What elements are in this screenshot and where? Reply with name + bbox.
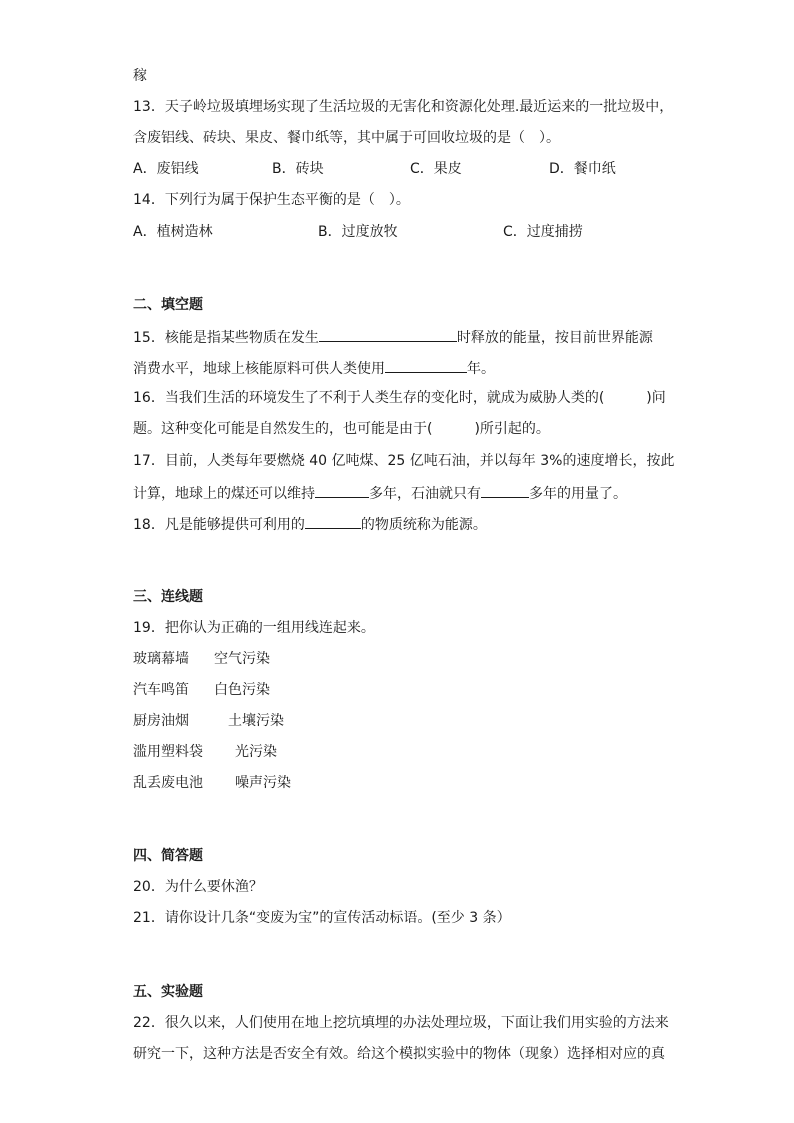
q13-line1: 13．天子岭垃圾填埋场实现了生活垃圾的无害化和资源化处理.最近运来的一批垃圾中， bbox=[133, 99, 674, 115]
section-4-heading: 四、简答题 bbox=[133, 848, 203, 864]
q18-blank bbox=[305, 513, 361, 529]
q19-right-item: 空气污染 bbox=[214, 651, 270, 667]
q22-line1: 22．很久以来，人们使用在地上挖坑填埋的办法处理垃圾，下面让我们用实验的方法来 bbox=[133, 1015, 669, 1031]
q16-text-a: 16．当我们生活的环境发生了不利于人类生存的变化时，就成为威胁人类的( bbox=[133, 390, 605, 406]
q16-line2 bbox=[133, 419, 550, 439]
q16-line1 bbox=[133, 388, 666, 408]
q18-line bbox=[133, 513, 487, 535]
q16-text-b: )问 bbox=[646, 390, 666, 406]
q12-tail: 稼 bbox=[133, 68, 147, 84]
q18-text-a: 18．凡是能够提供可利用的 bbox=[133, 517, 305, 533]
q15-line2 bbox=[133, 357, 495, 379]
section-2-heading: 二、填空题 bbox=[133, 297, 203, 313]
q14-option-b: B．过度放牧 bbox=[318, 224, 398, 240]
q14-option-a: A．植树造林 bbox=[133, 224, 213, 240]
q15-blank-2 bbox=[385, 357, 467, 373]
q18-text-b: 的物质统称为能源。 bbox=[360, 517, 487, 533]
section-3-heading: 三、连线题 bbox=[133, 589, 203, 605]
q19-right-item: 白色污染 bbox=[214, 682, 270, 698]
q13-option-d: D．餐巾纸 bbox=[549, 161, 616, 177]
q19-right-item: 噪声污染 bbox=[235, 775, 291, 791]
q19-right-item: 土壤污染 bbox=[228, 713, 284, 729]
q22-line2: 研究一下，这种方法是否安全有效。给这个模拟实验中的物体（现象）选择相对应的真 bbox=[133, 1046, 665, 1062]
q17-text-b: 多年，石油就只有 bbox=[369, 486, 481, 502]
q19-left-item: 滥用塑料袋 bbox=[133, 744, 203, 760]
q19-left-item: 玻璃幕墙 bbox=[133, 651, 189, 667]
q21: 21．请你设计几条“变废为宝”的宣传活动标语。(至少 3 条） bbox=[133, 910, 511, 926]
q15-text-a: 15．核能是指某些物质在发生 bbox=[133, 330, 319, 346]
q17-line1: 17．目前，人类每年要燃烧 40 亿吨煤、25 亿吨石油，并以每年 3%的速度增长，按此 bbox=[133, 453, 675, 469]
q13-option-b: B．砖块 bbox=[272, 161, 324, 177]
q17-text-c: 多年的用量了。 bbox=[529, 486, 627, 502]
q15-text-d: 年。 bbox=[467, 361, 495, 377]
q16-text-c: 题。这种变化可能是自然发生的，也可能是由于( bbox=[133, 421, 433, 437]
q17-blank-1 bbox=[315, 482, 369, 498]
q17-text-a: 计算，地球上的煤还可以维持 bbox=[133, 486, 315, 502]
section-5-heading: 五、实验题 bbox=[133, 984, 203, 1000]
q19-left-item: 厨房油烟 bbox=[133, 713, 189, 729]
q15-line1 bbox=[133, 326, 653, 348]
q15-blank-1 bbox=[319, 326, 457, 342]
q15-text-b: 时释放的能量，按目前世界能源 bbox=[456, 330, 653, 346]
q15-text-c: 消费水平，地球上核能原料可供人类使用 bbox=[133, 361, 385, 377]
q17-blank-2 bbox=[481, 482, 529, 498]
q19-left-item: 乱丢废电池 bbox=[133, 775, 203, 791]
q19-prompt: 19．把你认为正确的一组用线连起来。 bbox=[133, 620, 375, 636]
q16-text-d: )所引起的。 bbox=[474, 421, 550, 437]
q17-line2 bbox=[133, 482, 627, 504]
q20: 20．为什么要休渔？ bbox=[133, 879, 263, 895]
q13-option-a: A．废铝线 bbox=[133, 161, 199, 177]
q19-left-item: 汽车鸣笛 bbox=[133, 682, 189, 698]
q14-line1: 14．下列行为属于保护生态平衡的是（ ）。 bbox=[133, 192, 410, 208]
q14-option-c: C．过度捕捞 bbox=[503, 224, 583, 240]
q13-option-c: C．果皮 bbox=[410, 161, 462, 177]
q19-right-item: 光污染 bbox=[235, 744, 277, 760]
q13-line2: 含废铝线、砖块、果皮、餐巾纸等，其中属于可回收垃圾的是（ ）。 bbox=[133, 130, 560, 146]
